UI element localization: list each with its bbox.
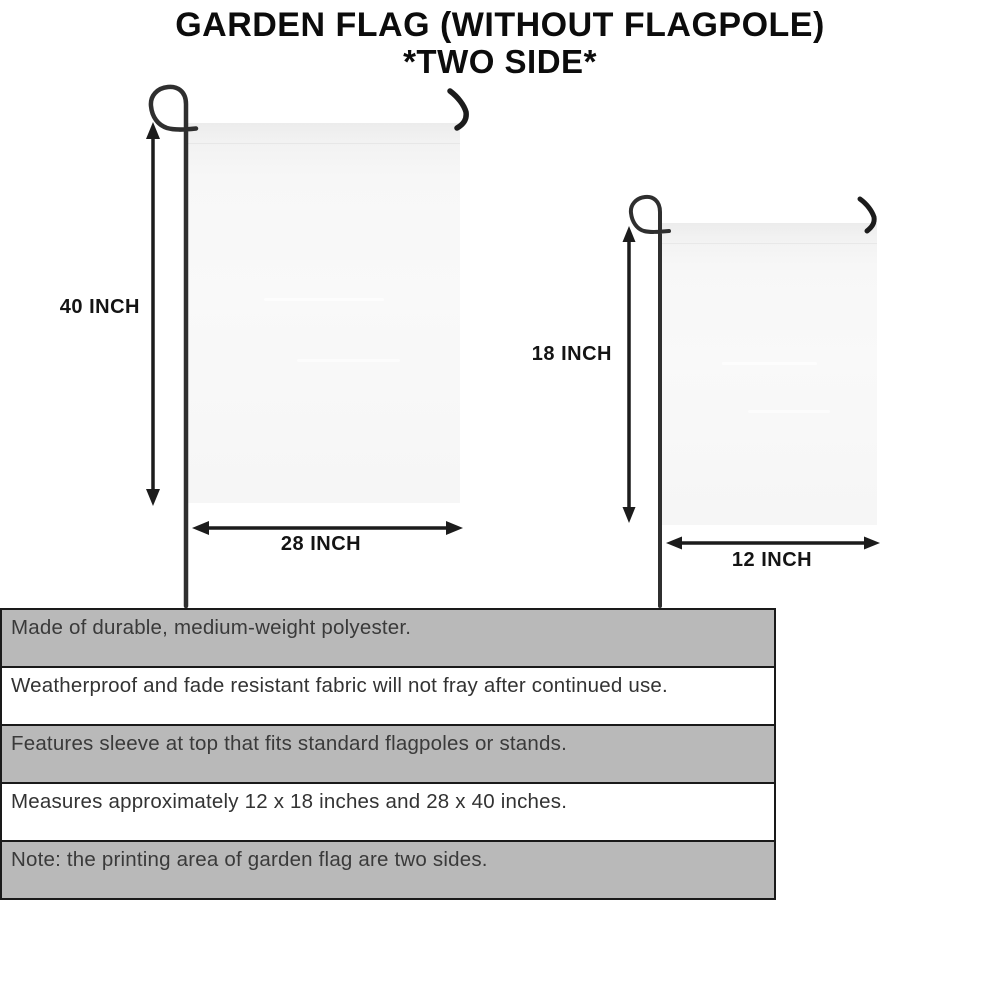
page-subtitle: *TWO SIDE*	[403, 43, 597, 80]
sleeve-seam	[662, 243, 877, 244]
feature-row: Made of durable, medium-weight polyester.	[2, 610, 774, 668]
page-title: GARDEN FLAG (WITHOUT FLAGPOLE)	[175, 6, 825, 44]
small-width-label: 12 INCH	[731, 549, 813, 571]
small-height-label: 18 INCH	[531, 343, 612, 365]
feature-row: Weatherproof and fade resistant fabric will not fray after continued use.	[2, 668, 774, 726]
feature-row: Features sleeve at top that fits standard flagpoles or stands.	[2, 726, 774, 784]
feature-row: Measures approximately 12 x 18 inches and 28 x 40 inches.	[2, 784, 774, 842]
large-height-label: 40 INCH	[59, 296, 140, 318]
title-block	[0, 6, 1000, 80]
fabric-fold-mark	[722, 362, 817, 365]
fabric-fold-mark	[748, 410, 830, 413]
large-width-label: 28 INCH	[280, 533, 362, 555]
feature-table	[0, 608, 776, 900]
small-width-arrow	[666, 537, 880, 550]
small-height-arrow	[623, 226, 636, 523]
small-flag-panel	[662, 223, 877, 525]
large-height-arrow	[146, 122, 160, 506]
feature-row: Note: the printing area of garden flag are two sides.	[2, 842, 774, 898]
fabric-fold-mark	[297, 359, 400, 362]
fabric-fold-mark	[264, 298, 384, 301]
large-flag-panel	[188, 123, 460, 503]
sleeve-seam	[188, 143, 460, 144]
